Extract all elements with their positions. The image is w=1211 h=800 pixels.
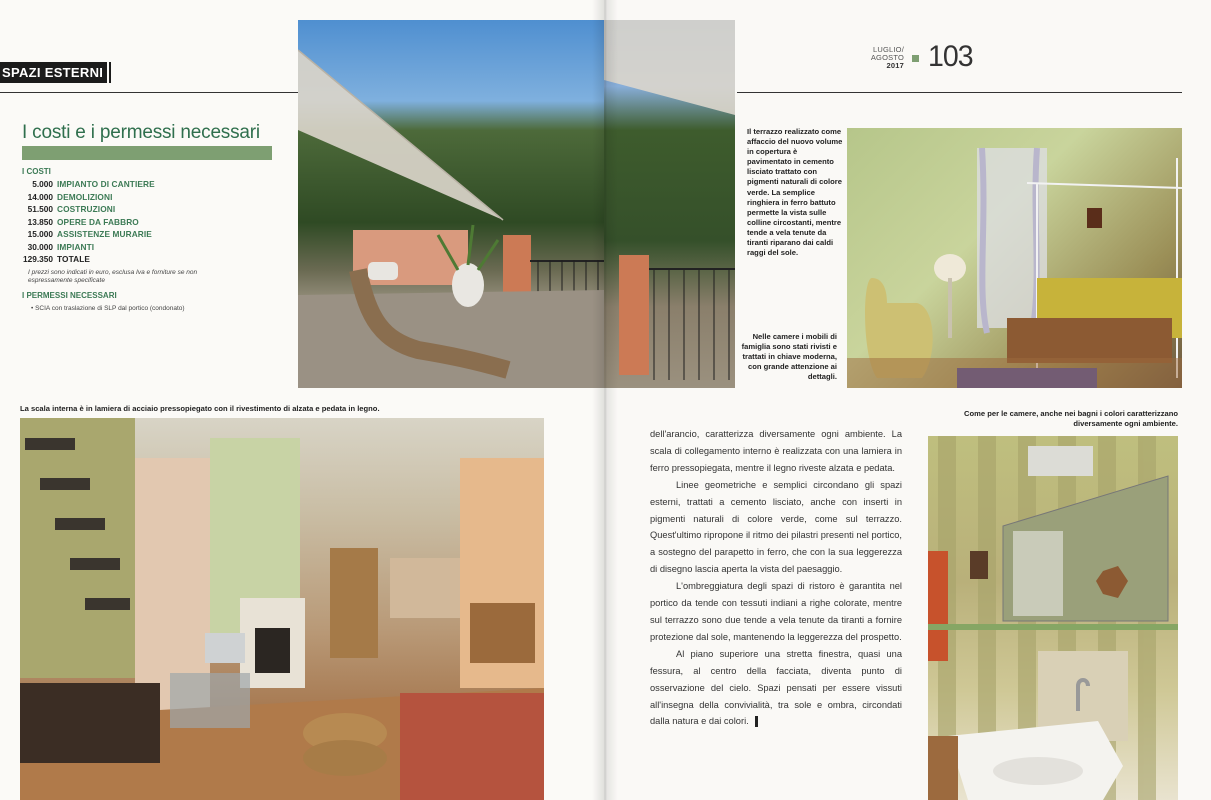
baths-caption — [930, 409, 1178, 429]
cost-amount: 14.000 — [27, 191, 53, 202]
cost-label: DEMOLIZIONI — [57, 191, 113, 202]
costs-title-bar — [22, 146, 272, 160]
cost-amount: 15.000 — [27, 229, 53, 240]
costs-heading: I COSTI — [22, 167, 51, 176]
terrace-photo — [298, 20, 604, 388]
living-room-photo — [20, 418, 544, 800]
terrace-caption: Il terrazzo realizzato come affaccio del nuovo volume in copertura è pavimentato in cemento lisciato trattato con pigmenti naturali di colore verde. La semplice ringhiera in ferro battuto permette la vista sulle colline circostanti, mentre tende a vela tenute da tiranti riparano dai caldi raggi del sole. — [747, 127, 843, 258]
costs-list — [22, 178, 282, 266]
article-paragraph-text: Al piano superiore una stretta finestra, quasi una fessura, al centro della facciata, diventa punto di osservazione del cielo. Spazi pensati per essere vissuti all'insegna della convivialità, tra sole e ombra, circondati dalla natura e dai colori. — [650, 648, 902, 727]
cost-row — [22, 178, 282, 191]
cost-row — [22, 228, 282, 241]
cost-amount: 5.000 — [32, 179, 53, 190]
article-body — [650, 426, 902, 730]
cost-amount: 51.500 — [27, 204, 53, 215]
header-rule — [737, 92, 1182, 93]
cost-amount: 129.350 — [23, 254, 53, 265]
cost-amount: 30.000 — [27, 241, 53, 252]
header-rule — [0, 92, 298, 93]
article-paragraph: dell'arancio, caratterizza diversamente ogni ambiente. La scala di collegamento interno è realizzata con una lamiera in ferro pressopiegata, mentre il legno riveste alzata e pedata. — [650, 429, 902, 473]
issue-date — [860, 46, 904, 70]
costs-note-line: espressamente specificate — [28, 277, 105, 284]
costs-note-line: I prezzi sono indicati in euro, esclusa Iva e forniture se non — [28, 269, 198, 276]
issue-month: LUGLIO/ — [873, 45, 904, 54]
permits-item: • SCIA con traslazione di SLP dal portico (condonato) — [31, 305, 185, 312]
left-page — [0, 0, 604, 800]
issue-month: AGOSTO — [870, 53, 904, 62]
costs-note — [28, 269, 258, 285]
rooms-caption: Nelle camere i mobili di famiglia sono stati rivisti e trattati in chiave moderna, con grande attenzione ai dettagli. — [741, 332, 837, 382]
cost-row — [22, 241, 282, 254]
stair-caption: La scala interna è in lamiera di acciaio pressopiegato con il rivestimento di alzata e pedata in legno. — [20, 404, 380, 413]
cost-row — [22, 191, 282, 204]
section-label: SPAZI ESTERNI — [0, 62, 107, 83]
cost-amount: 13.850 — [27, 216, 53, 227]
article-paragraph: Linee geometriche e semplici circondano gli spazi esterni, trattati a cemento lisciato, anche con inserti in pigmenti naturali di colore verde, come sul terrazzo. Quest'ultimo ripropone il ritmo dei pilastri presenti nel portico, a sostegno del parapetto in ferro, che con la sua leggerezza di disegno lascia aperta la vista del paesaggio. — [650, 479, 902, 575]
permits-heading: I PERMESSI NECESSARI — [22, 291, 117, 300]
baths-caption-line: diversamente ogni ambiente. — [1073, 419, 1178, 428]
cost-row — [22, 203, 282, 216]
baths-caption-line: Come per le camere, anche nei bagni i colori caratterizzano — [964, 409, 1178, 418]
costs-title: I costi e i permessi necessari — [22, 122, 260, 143]
cost-row — [22, 216, 282, 229]
cost-label: IMPIANTI — [57, 241, 95, 252]
page-gutter — [592, 0, 618, 800]
cost-total-row — [22, 253, 282, 266]
accent-square — [912, 55, 919, 62]
cost-label: IMPIANTO DI CANTIERE — [57, 179, 155, 190]
issue-year: 2017 — [886, 61, 904, 70]
cost-label: TOTALE — [57, 254, 91, 265]
article-paragraph — [650, 646, 902, 731]
bathroom-photo — [928, 436, 1178, 800]
end-of-article-mark — [755, 716, 758, 727]
cost-label: ASSISTENZE MURARIE — [57, 229, 152, 240]
page-number: 103 — [928, 40, 973, 73]
cost-label: COSTRUZIONI — [57, 204, 116, 215]
cost-label: OPERE DA FABBRO — [57, 216, 139, 227]
terrace-photo-continuation — [604, 20, 735, 388]
bedroom-photo — [847, 128, 1182, 388]
article-paragraph: L'ombreggiatura degli spazi di ristoro è garantita nel portico da tende con tessuti indiani a righe colorate, mentre sul terrazzo sono due tende a vela tenute da tiranti a fornire protezione dal sole, mantenendo la leggerezza del prospetto. — [650, 581, 902, 642]
